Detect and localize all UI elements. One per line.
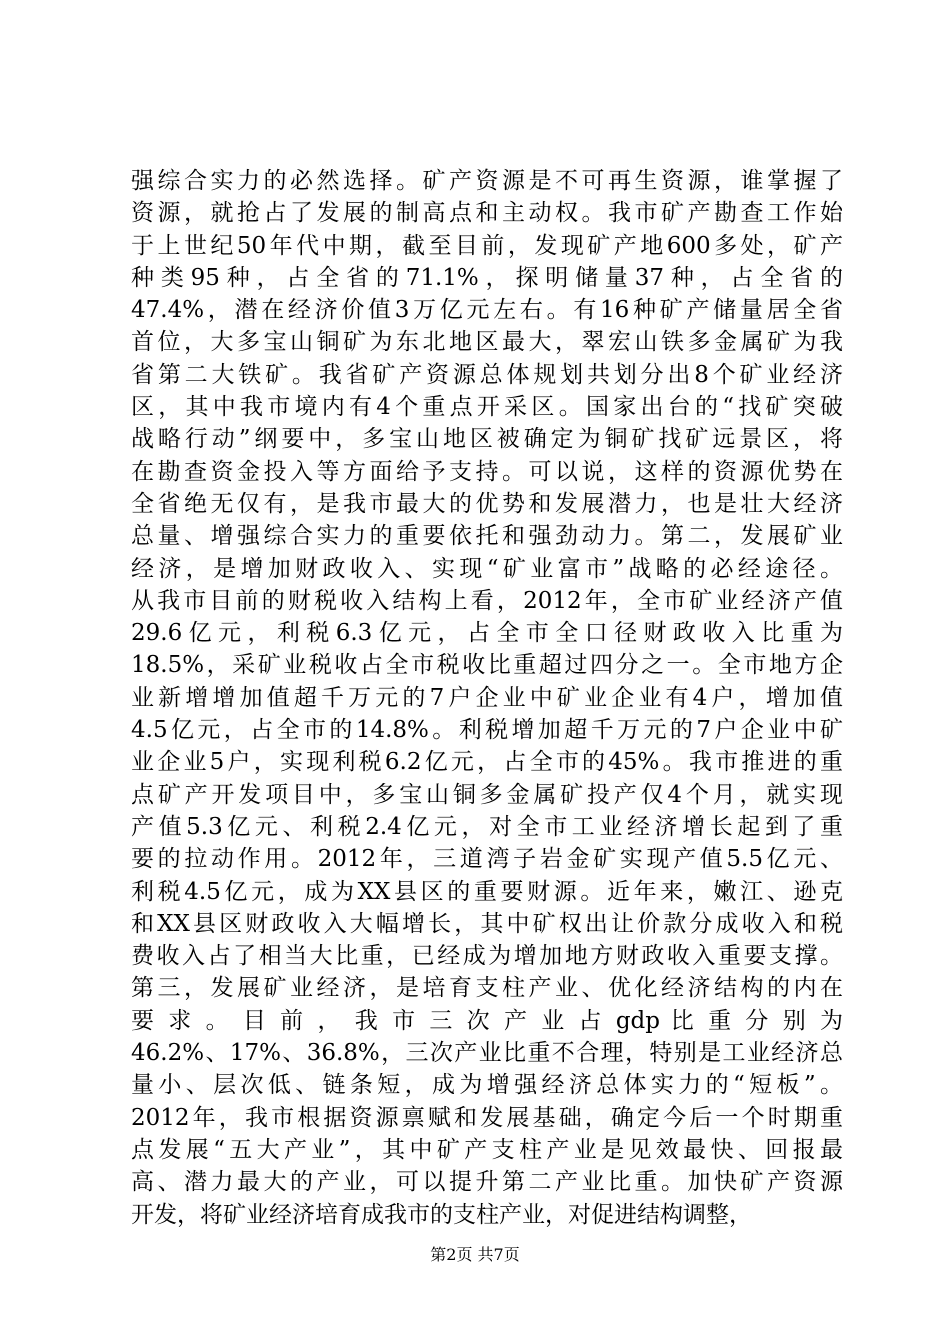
text-line: 总量、增强综合实力的重要依托和强劲动力。第二，发展矿业 [131,523,843,550]
text-line: 18.5%，采矿业税收占全市税收比重超过四分之一。全市地方企 [131,652,843,679]
text-line: 要 求 。 目 前 ， 我 市 三 次 产 业 占 gdp 比 重 分 别 为 [131,1007,843,1034]
text-line: 产值5.3亿元、利税2.4亿元，对全市工业经济增长起到了重 [131,813,843,840]
text-line: 费收入占了相当大比重，已经成为增加地方财政收入重要支撑。 [131,943,843,970]
text-line: 经济，是增加财政收入、实现“矿业富市”战略的必经途径。 [131,555,843,582]
text-line: 于上世纪50年代中期，截至目前，发现矿产地600多处，矿产 [131,232,843,259]
document-body [131,165,843,1231]
text-line: 46.2%、17%、36.8%，三次产业比重不合理，特别是工业经济总 [131,1040,843,1067]
text-line: 要的拉动作用。2012年，三道湾子岩金矿实现产值5.5亿元、 [131,846,843,873]
text-line: 47.4%，潜在经济价值3万亿元左右。有16种矿产储量居全省 [131,297,843,324]
text-line: 省第二大铁矿。我省矿产资源总体规划共划分出8个矿业经济 [131,361,843,388]
text-line: 点矿产开发项目中，多宝山铜多金属矿投产仅4个月，就实现 [131,781,843,808]
page-number-footer: 第2页 共7页 [430,1245,520,1264]
text-line: 从我市目前的财税收入结构上看，2012年，全市矿业经济产值 [131,587,843,614]
text-line: 点发展“五大产业”，其中矿产支柱产业是见效最快、回报最 [131,1136,843,1163]
text-line: 战略行动”纲要中，多宝山地区被确定为铜矿找矿远景区，将 [131,426,843,453]
text-line: 强综合实力的必然选择。矿产资源是不可再生资源，谁掌握了 [131,168,843,194]
text-line: 区，其中我市境内有4个重点开采区。国家出台的“找矿突破 [131,394,843,421]
text-line: 在勘查资金投入等方面给予支持。可以说，这样的资源优势在 [131,458,843,485]
text-line: 第三，发展矿业经济，是培育支柱产业、优化经济结构的内在 [131,975,843,1002]
text-line: 业新增增加值超千万元的7户企业中矿业企业有4户，增加值 [131,684,843,711]
text-line: 开发，将矿业经济培育成我市的支柱产业，对促进结构调整， [131,1201,752,1228]
text-line: 4.5亿元，占全市的14.8%。利税增加超千万元的7户企业中矿 [131,717,843,744]
text-line: 全省绝无仅有，是我市最大的优势和发展潜力，也是壮大经济 [131,490,843,517]
text-line: 资源，就抢占了发展的制高点和主动权。我市矿产勘查工作始 [131,200,843,227]
text-line: 利税4.5亿元，成为XX县区的重要财源。近年来，嫩江、逊克 [131,878,843,905]
text-line: 业企业5户，实现利税6.2亿元，占全市的45%。我市推进的重 [131,749,843,776]
text-line: 首位，大多宝山铜矿为东北地区最大，翠宏山铁多金属矿为我 [131,329,843,356]
text-line: 2012年，我市根据资源禀赋和发展基础，确定今后一个时期重 [131,1104,843,1131]
text-line: 和XX县区财政收入大幅增长，其中矿权出让价款分成收入和税 [131,910,843,937]
text-line: 29.6亿元，利税6.3亿元，占全市全口径财政收入比重为 [131,620,843,647]
text-line: 量小、层次低、链条短，成为增强经济总体实力的“短板”。 [131,1072,843,1099]
text-line: 种类95种，占全省的71.1%，探明储量37种，占全省的 [131,264,843,291]
text-line: 高、潜力最大的产业，可以提升第二产业比重。加快矿产资源 [131,1169,843,1196]
